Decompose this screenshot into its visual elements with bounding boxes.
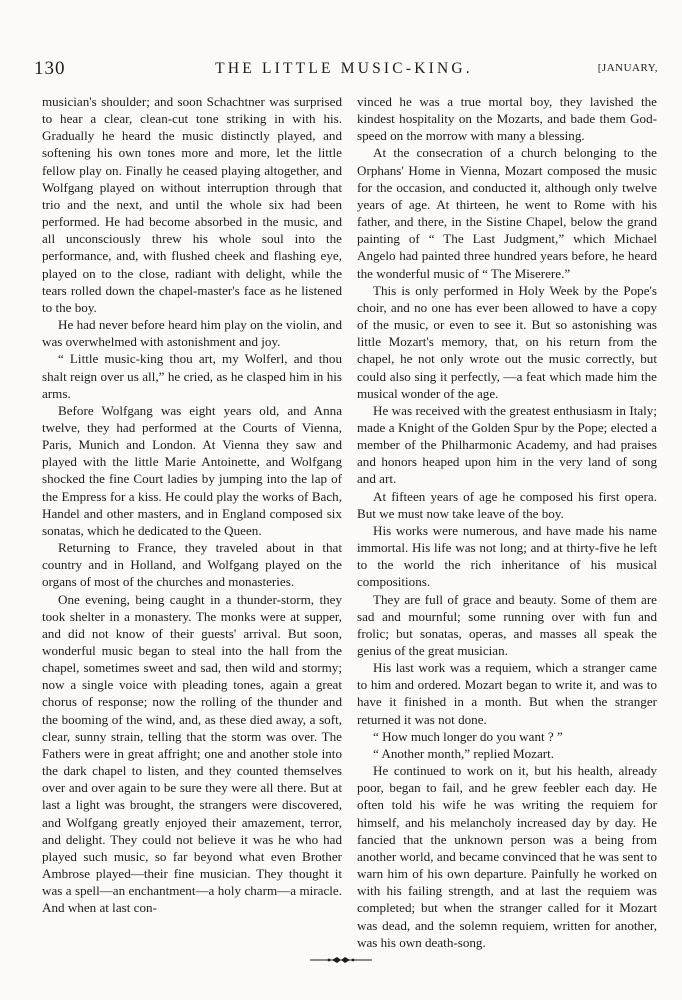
paragraph: Before Wolfgang was eight years old, and Anna twelve, they had performed at the Courts of Vienna, Paris, Munich and London. At Vienna they saw and played with the little Marie Antoinette, and Wolfgang shocked the fine Court ladies by jumping into the lap of the Empress for a kiss. He could play the works of Bach, Handel and other masters, and in England composed six sonatas, which he dedicated to the Queen.	[42, 402, 342, 538]
page-number: 130	[34, 58, 66, 79]
paragraph: “ Another month,” replied Mozart.	[373, 745, 555, 761]
left-column	[42, 93, 342, 917]
running-month: [JANUARY,	[597, 62, 658, 74]
page-header	[30, 58, 658, 80]
paragraph: His last work was a requiem, which a stranger came to him and ordered. Mozart began to write it, and was to have it finished in a month. But when the stranger returned it was not done.	[357, 660, 657, 727]
paragraph: Returning to France, they traveled about in that country and in Holland, and Wolfgang played on the organs of most of the churches and monasteries.	[42, 540, 342, 590]
paragraph: One evening, being caught in a thunder-storm, they took shelter in a monastery. The monks were at supper, and did not know of their guests' arrival. But soon, wonderful music began to steal into the hall from the chapel, sometimes sweet and sad, then wild and stormy; now a single voice with pleading tones, again a great chorus of response; now the rolling of the thunder and the booming of the wind, and, as these died away, a soft, clear, sunny strain, telling that the storm was over. The Fathers were in great affright; one and another stole into the dark chapel to listen, and they counted themselves over and over again to be sure they were all there. But at last a light was brought, the strangers were discovered, and Wolfgang greatly enjoyed their amazement, terror, and delight. They could not believe it was he who had played such music, so far beyond what even Brother Ambrose played—their fine musician. They thought it was a spell—an enchantment—a holy charm—a miracle. And when at last con-	[42, 591, 342, 916]
running-title: THE LITTLE MUSIC-KING.	[215, 60, 473, 77]
paragraph: At the consecration of a church belonging to the Orphans' Home in Vienna, Mozart composed the music for the occasion, and conducted it, although only twelve years of age. At thirteen, he went to Rome with his father, and there, in the Sistine Chapel, below the grand painting of “ The Last Judgment,” which Michael Angelo had painted three hundred years before, he heard the wonderful music of “ The Miserere.”	[357, 145, 657, 281]
paragraph: musician's shoulder; and soon Schachtner was surprised to hear a clear, clean-cut tone striking in with his. Gradually he heard the music distinctly played, and softening his own tones more and more, let the little fellow play on. Finally he ceased playing altogether, and Wolfgang played on without interruption through that trio and the next, and until the whole six had been performed. He had become absorbed in the music, and all unconsciously threw his whole soul into the performance, and, with flushed cheek and flashing eye, played on to the close, radiant with delight, while the tears rolled down the chapel-master's face as he listened to the boy.	[42, 94, 342, 315]
end-ornament	[310, 955, 372, 965]
paragraph: He had never before heard him play on the violin, and was overwhelmed with astonishment and joy.	[42, 317, 342, 350]
paragraph: “ Little music-king thou art, my Wolferl, and thou shalt reign over us all,” he cried, as he clasped him in his arms.	[42, 351, 342, 401]
paragraph: vinced he was a true mortal boy, they lavished the kindest hospitality on the Mozarts, and bade them God-speed on the morrow with many a blessing.	[357, 94, 657, 144]
paragraph: At fifteen years of age he composed his first opera. But we must now take leave of the boy.	[357, 488, 657, 521]
paragraph: He continued to work on it, but his health, already poor, began to fail, and he grew feebler each day. He often told his wife he was writing the requiem for himself, and his melancholy increased day by day. He fancied that the unknown person was a being from another world, and became convinced that he was sent to warn him of his own departure. Painfully he worked on with his failing strength, and at last the requiem was completed; but when the stranger called for it Mozart was dead, and the solemn requiem, written for another, was his own death-song.	[357, 763, 657, 950]
paragraph: His works were numerous, and have made his name immortal. His life was not long; and at thirty-five he left to the world the rich inheritance of his musical compositions.	[357, 522, 657, 590]
paragraph: “ How much longer do you want ? ”	[373, 728, 563, 744]
paragraph: They are full of grace and beauty. Some of them are sad and mournful; some running over with fun and frolic; but sonatas, operas, and masses all speak the genius of the great musician.	[357, 591, 657, 658]
paragraph: This is only performed in Holy Week by the Pope's choir, and no one has ever been allowed to have a copy of the music, or even to see it. But so astonishing was little Mozart's memory, that, on his return from the chapel, he not only wrote out the music correctly, but could also sing it perfectly, —a feat which made him the musical wonder of the age.	[357, 282, 657, 401]
right-column	[357, 93, 657, 951]
paragraph: He was received with the greatest enthusiasm in Italy; made a Knight of the Golden Spur by the Pope; elected a member of the Philharmonic Academy, and had praises and honors heaped upon him in the very land of song and art.	[357, 402, 657, 487]
